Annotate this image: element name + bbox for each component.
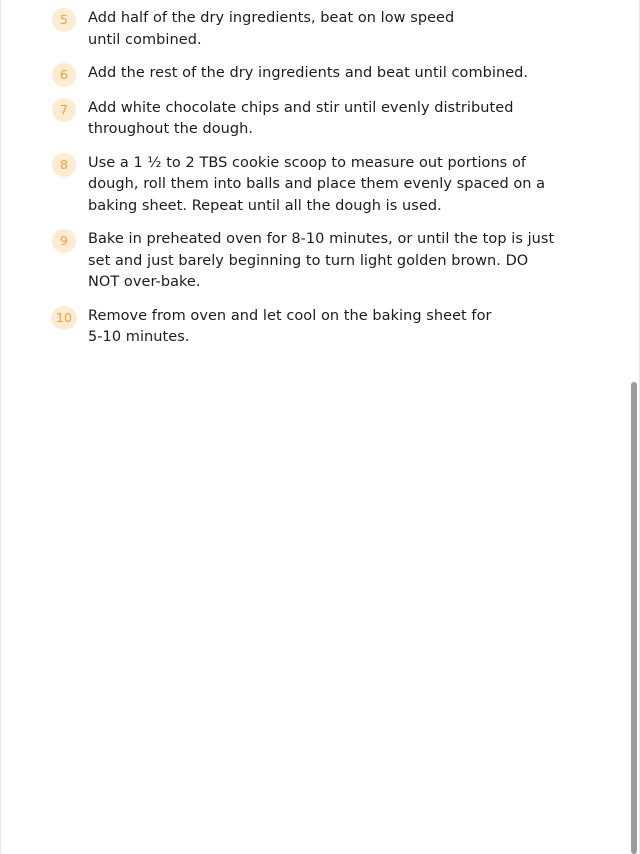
step-text: Add half of the dry ingredients, beat on low speed until combined. [88,10,455,48]
step-text: Add white chocolate chips and stir until evenly distributed throughout the dough. [88,99,514,137]
step-number-badge: 6 [52,63,76,87]
scrollbar[interactable] [631,0,637,854]
step-text: Remove from oven and let cool on the baking sheet for 5-10 minutes. [88,307,492,345]
step-number-badge: 10 [51,306,77,330]
instruction-step [1,63,548,85]
instruction-step [1,98,543,141]
step-number-badge: 5 [52,8,76,32]
instruction-step [1,306,508,349]
step-text: Use a 1 ½ to 2 TBS cookie scoop to measure out portions of dough, roll them into balls and place them evenly spaced on a baking sheet. Repeat until all the dough is used. [88,154,546,214]
instruction-step [1,229,558,294]
step-text: Bake in preheated oven for 8-10 minutes, or until the top is just set and just barely beginning to turn light golden brown. DO NOT over-bake. [88,231,555,290]
step-number-badge: 8 [52,153,76,177]
step-number-badge: 7 [52,98,76,122]
step-text: Add the rest of the dry ingredients and beat until combined. [88,65,529,81]
scrollbar-thumb[interactable] [631,382,637,854]
instruction-step [1,153,563,218]
instructions-list [1,8,601,349]
step-number-badge: 9 [52,229,76,253]
instruction-step [1,8,478,51]
